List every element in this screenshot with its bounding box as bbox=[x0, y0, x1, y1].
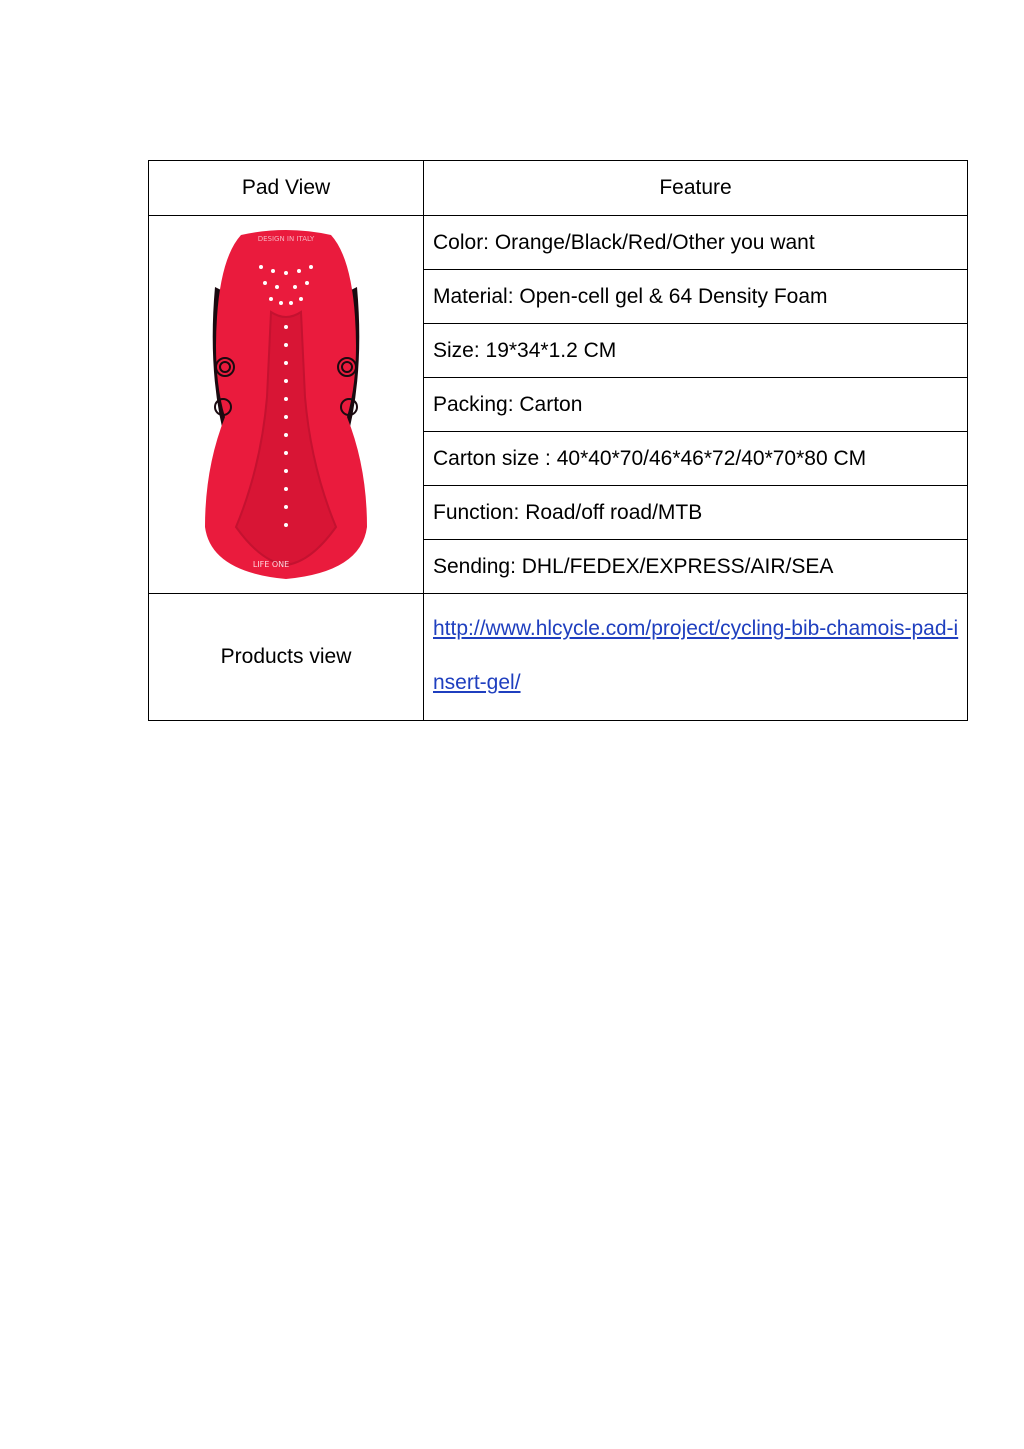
pad-top-print: DESIGN IN ITALY bbox=[257, 234, 315, 243]
products-view-label: Products view bbox=[149, 594, 424, 721]
feature-row bbox=[149, 216, 968, 270]
header-row bbox=[149, 161, 968, 216]
feature-color: Color: Orange/Black/Red/Other you want bbox=[424, 216, 968, 270]
feature-packing: Packing: Carton bbox=[424, 378, 968, 432]
products-view-link[interactable]: http://www.hlcycle.com/project/cycling-bib-chamois-pad-insert-gel/ bbox=[433, 617, 959, 694]
feature-material: Material: Open-cell gel & 64 Density Foam bbox=[424, 270, 968, 324]
feature-size: Size: 19*34*1.2 CM bbox=[424, 324, 968, 378]
chamois-pad-image bbox=[201, 227, 371, 583]
header-pad-view: Pad View bbox=[149, 161, 424, 216]
pad-brand-mark: LIFE ONE bbox=[252, 559, 290, 569]
feature-function: Function: Road/off road/MTB bbox=[424, 486, 968, 540]
header-feature: Feature bbox=[424, 161, 968, 216]
products-view-row bbox=[149, 594, 968, 721]
feature-carton-size: Carton size : 40*40*70/46*46*72/40*70*80 CM bbox=[424, 432, 968, 486]
pad-image-cell bbox=[149, 216, 424, 594]
feature-sending: Sending: DHL/FEDEX/EXPRESS/AIR/SEA bbox=[424, 540, 968, 594]
products-view-link-cell bbox=[424, 594, 968, 721]
spec-table bbox=[148, 160, 968, 721]
